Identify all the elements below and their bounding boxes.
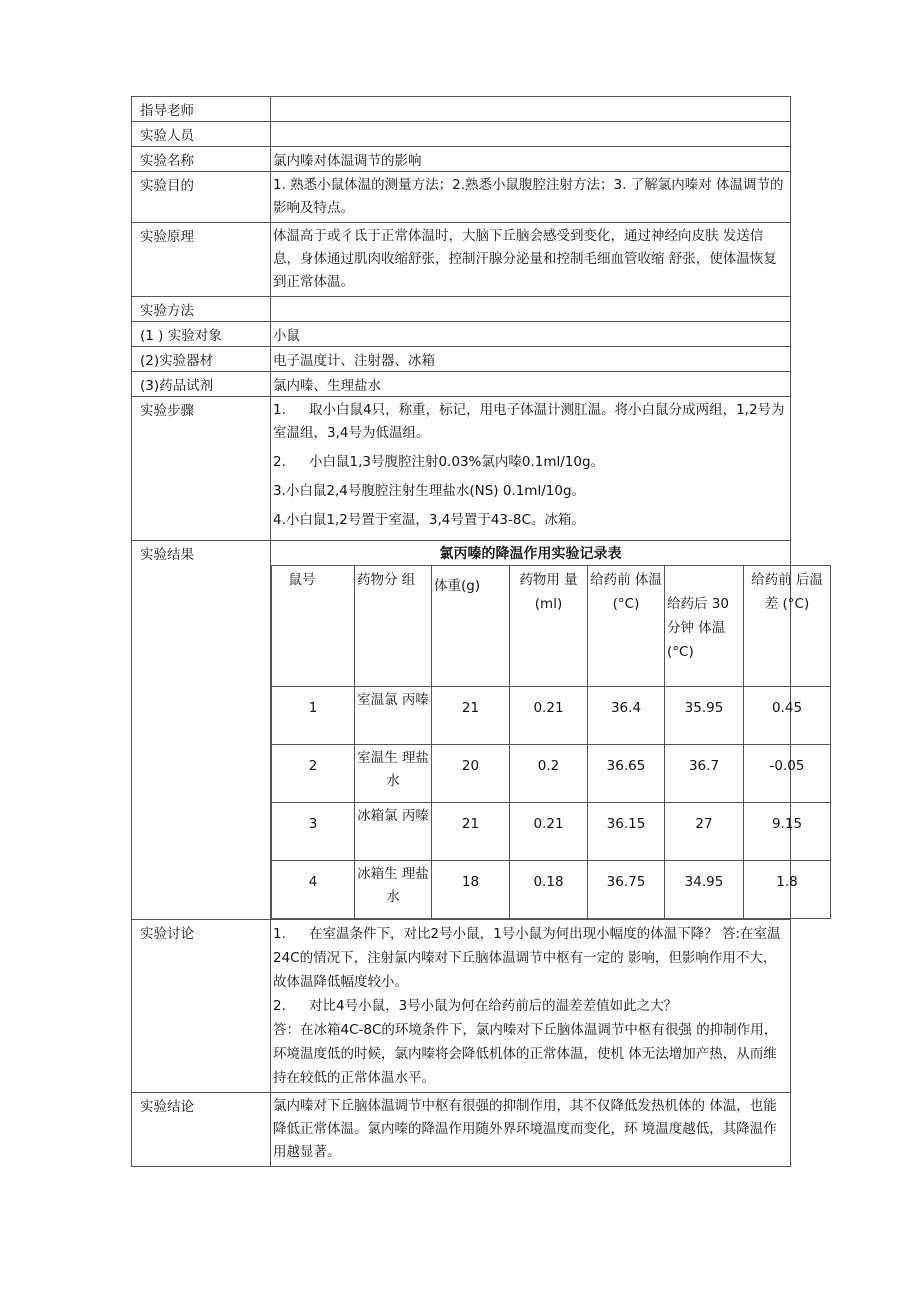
cell-dose: 0.21 xyxy=(510,687,588,745)
cell-id: 4 xyxy=(272,861,355,919)
name-label: 实验名称 xyxy=(132,147,271,172)
results-table-title: 氯丙嗪的降温作用实验记录表 xyxy=(439,546,622,562)
discussion-q1-text: 在室温条件下，对比2号小鼠，1号小鼠为何出现小幅度的体温下降？ 答:在室温24C的情况下，注射氯内嗪对下丘脑体温调节中枢有一定的 影响，但影响作用不大，故体温降低幅度较小。 xyxy=(273,926,781,990)
advisor-value xyxy=(271,97,791,122)
cell-after: 34.95 xyxy=(665,861,744,919)
cell-group: 室温氯 丙嗪 xyxy=(355,687,432,745)
cell-after: 27 xyxy=(665,803,744,861)
results-header-row xyxy=(272,566,831,687)
row-equipment xyxy=(132,347,791,372)
header-weight: 体重(g) xyxy=(432,566,510,687)
discussion-label: 实验讨论 xyxy=(132,920,271,1093)
discussion-q1 xyxy=(273,922,788,994)
cell-weight: 21 xyxy=(432,803,510,861)
cell-before: 36.15 xyxy=(588,803,665,861)
steps-label: 实验步骤 xyxy=(132,397,271,541)
step-1 xyxy=(273,399,788,445)
staff-label: 实验人员 xyxy=(132,122,271,147)
header-group: 药物分 组 xyxy=(355,566,432,687)
step-1-text: 取小白鼠4只，称重，标记，用电子体温计测肛温。将小白鼠分成两组，1,2号为室温组，3,4号为低温组。 xyxy=(273,402,785,441)
cell-diff: 9.15 xyxy=(744,803,831,861)
table-row xyxy=(272,745,831,803)
table-row xyxy=(272,803,831,861)
cell-diff: 1.8 xyxy=(744,861,831,919)
cell-dose: 0.2 xyxy=(510,745,588,803)
steps-value xyxy=(271,397,791,541)
row-subject xyxy=(132,322,791,347)
header-dose: 药物用 量(ml) xyxy=(510,566,588,687)
cell-weight: 20 xyxy=(432,745,510,803)
row-principle xyxy=(132,223,791,297)
row-method xyxy=(132,297,791,322)
results-value xyxy=(271,541,823,920)
equipment-value: 电子温度计、注射器、冰箱 xyxy=(271,347,791,372)
cell-before: 36.75 xyxy=(588,861,665,919)
discussion-a2: 答：在冰箱4C-8C的环境条件下，氯内嗪对下丘脑体温调节中枢有很强 的抑制作用，环境温度低的时候，氯内嗪将会降低机体的正常体温，使机 体无法增加产热，从而维持在较低的正常体温水平。 xyxy=(273,1022,778,1086)
discussion-q2 xyxy=(273,994,788,1018)
purpose-label: 实验目的 xyxy=(132,172,271,223)
conclusion-label: 实验结论 xyxy=(132,1093,271,1167)
cell-after: 35.95 xyxy=(665,687,744,745)
subject-label: (1 ) 实验对象 xyxy=(132,322,271,347)
report-document xyxy=(131,96,823,1167)
row-advisor xyxy=(132,97,791,122)
method-value xyxy=(271,297,791,322)
principle-label: 实验原理 xyxy=(132,223,271,297)
reagent-value: 氯内嗪、生理盐水 xyxy=(271,372,791,397)
cell-after: 36.7 xyxy=(665,745,744,803)
step-2-num: 2. xyxy=(273,454,286,470)
step-2-text: 小白鼠1,3号腹腔注射0.03%氯内嗪0.1ml/10g。 xyxy=(309,454,605,470)
cell-dose: 0.18 xyxy=(510,861,588,919)
cell-before: 36.4 xyxy=(588,687,665,745)
row-conclusion xyxy=(132,1093,791,1167)
table-row xyxy=(272,687,831,745)
header-after: 给药后 30分钟 体温(°C) xyxy=(665,566,744,687)
name-value: 氯内嗪对体温调节的影响 xyxy=(271,147,791,172)
cell-diff: 0.45 xyxy=(744,687,831,745)
conclusion-value: 氯内嗪对下丘脑体温调节中枢有很强的抑制作用，其不仅降低发热机体的 体温，也能降低正常体温。氯内嗪的降温作用随外界环境温度而变化，环 境温度越低，其降温作用越显著。 xyxy=(271,1093,791,1167)
row-discussion xyxy=(132,920,791,1093)
step-1-num: 1. xyxy=(273,402,286,418)
discussion-value xyxy=(271,920,791,1093)
staff-value xyxy=(271,122,791,147)
subject-value: 小鼠 xyxy=(271,322,791,347)
cell-id: 1 xyxy=(272,687,355,745)
advisor-label: 指导老师 xyxy=(132,97,271,122)
step-2 xyxy=(273,451,788,474)
discussion-q2-num: 2. xyxy=(273,998,286,1014)
cell-dose: 0.21 xyxy=(510,803,588,861)
cell-group: 冰箱生 理盐水 xyxy=(355,861,432,919)
table-row xyxy=(272,861,831,919)
header-id: 鼠号 xyxy=(272,566,355,687)
row-staff xyxy=(132,122,791,147)
cell-weight: 18 xyxy=(432,861,510,919)
header-diff: 给药前 后温差 (°C) xyxy=(744,566,831,687)
cell-group: 室温生 理盐水 xyxy=(355,745,432,803)
discussion-q2-text: 对比4号小鼠，3号小鼠为何在给药前后的温差差值如此之大？ xyxy=(309,998,678,1014)
row-reagent xyxy=(132,372,791,397)
principle-value: 体温高于或彳氐于正常体温时，大脑下丘脑会感受到变化，通过神经向皮肤 发送信息，身体通过肌肉收缩舒张，控制汗腺分泌量和控制毛细血管收缩 舒张，使体温恢复到正常体温。 xyxy=(271,223,791,297)
step-3: 3.小白鼠2,4号腹腔注射生理盐水(NS) 0.1ml/10g。 xyxy=(273,483,586,499)
header-before: 给药前 体温 (°C) xyxy=(588,566,665,687)
results-table xyxy=(271,565,831,919)
reagent-label: (3)药品试剂 xyxy=(132,372,271,397)
step-4: 4.小白鼠1,2号置于室温，3,4号置于43-8C。冰箱。 xyxy=(273,512,585,528)
equipment-label: (2)实验器材 xyxy=(132,347,271,372)
cell-diff: -0.05 xyxy=(744,745,831,803)
discussion-q1-num: 1. xyxy=(273,926,286,942)
cell-id: 2 xyxy=(272,745,355,803)
cell-before: 36.65 xyxy=(588,745,665,803)
results-label: 实验结果 xyxy=(132,541,271,920)
row-steps xyxy=(132,397,791,541)
purpose-value: 1. 熟悉小鼠体温的测量方法；2.熟悉小鼠腹腔注射方法；3. 了解氯内嗪对 体温调节的影响及特点。 xyxy=(271,172,791,223)
row-results xyxy=(132,541,791,920)
row-name xyxy=(132,147,791,172)
cell-group: 冰箱氯 丙嗪 xyxy=(355,803,432,861)
cell-weight: 21 xyxy=(432,687,510,745)
report-table xyxy=(131,96,823,1167)
row-purpose xyxy=(132,172,791,223)
cell-id: 3 xyxy=(272,803,355,861)
method-label: 实验方法 xyxy=(132,297,271,322)
